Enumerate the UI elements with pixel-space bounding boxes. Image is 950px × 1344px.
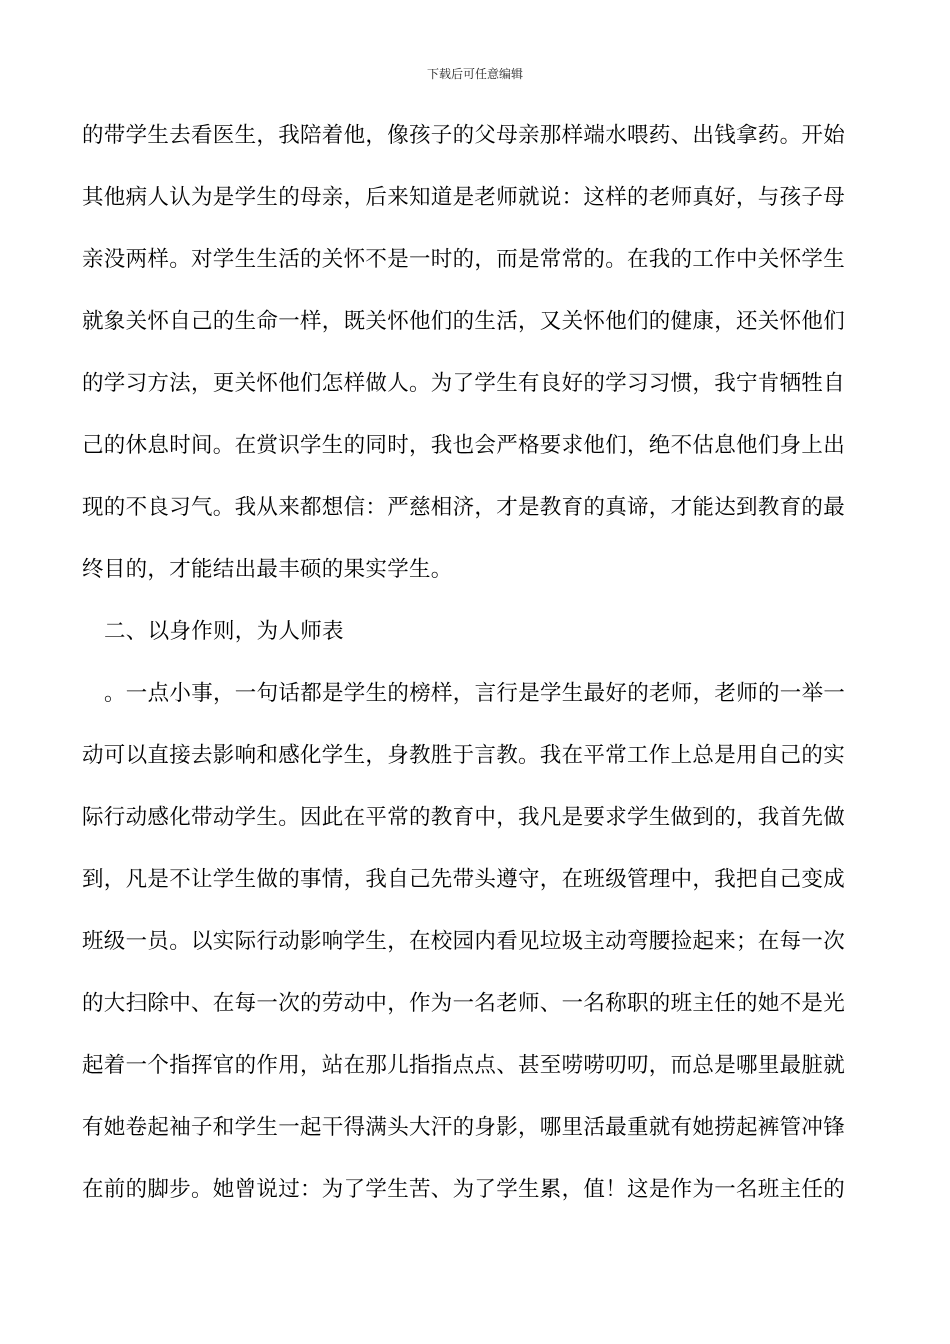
page-header: 下载后可任意编辑: [426, 67, 523, 81]
text-line: 的大扫除中、在每一次的劳动中，作为一名老师、一名称职的班主任的她不是光: [82, 991, 846, 1016]
text-line: 现的不良习气。我从来都想信：严慈相济，才是教育的真谛，才能达到教育的最: [82, 495, 846, 520]
text-line: 己的休息时间。在赏识学生的同时，我也会严格要求他们，绝不估息他们身上出: [82, 433, 846, 458]
text-line: 在前的脚步。她曾说过：为了学生苦、为了学生累，值！这是作为一名班主任的: [82, 1177, 846, 1202]
text-line: 。一点小事，一句话都是学生的榜样，言行是学生最好的老师，老师的一举一: [104, 681, 846, 706]
text-line: 到，凡是不让学生做的事情，我自己先带头遵守，在班级管理中，我把自己变成: [82, 867, 846, 892]
text-line: 班级一员。以实际行动影响学生，在校园内看见垃圾主动弯腰捡起来；在每一次: [82, 929, 846, 954]
text-line: 有她卷起袖子和学生一起干得满头大汗的身影，哪里活最重就有她捞起裤管冲锋: [82, 1115, 846, 1140]
document-body: [82, 116, 872, 1232]
text-line: 其他病人认为是学生的母亲，后来知道是老师就说：这样的老师真好，与孩子母: [82, 185, 846, 210]
text-line: 的学习方法，更关怀他们怎样做人。为了学生有良好的学习习惯，我宁肯牺牲自: [82, 371, 846, 396]
text-line: 就象关怀自己的生命一样，既关怀他们的生活，又关怀他们的健康，还关怀他们: [82, 309, 846, 334]
text-line: 起着一个指挥官的作用，站在那儿指指点点、甚至唠唠叨叨，而总是哪里最脏就: [82, 1053, 846, 1078]
section-heading: 二、以身作则，为人师表: [104, 619, 344, 644]
text-line: 的带学生去看医生，我陪着他，像孩子的父母亲那样端水喂药、出钱拿药。开始: [82, 123, 846, 148]
text-line: 际行动感化带动学生。因此在平常的教育中，我凡是要求学生做到的，我首先做: [82, 805, 846, 830]
text-line: 终目的，才能结出最丰硕的果实学生。: [82, 557, 453, 582]
text-line: 亲没两样。对学生生活的关怀不是一时的，而是常常的。在我的工作中关怀学生: [82, 247, 846, 272]
text-line: 动可以直接去影响和感化学生，身教胜于言教。我在平常工作上总是用自己的实: [82, 743, 846, 768]
